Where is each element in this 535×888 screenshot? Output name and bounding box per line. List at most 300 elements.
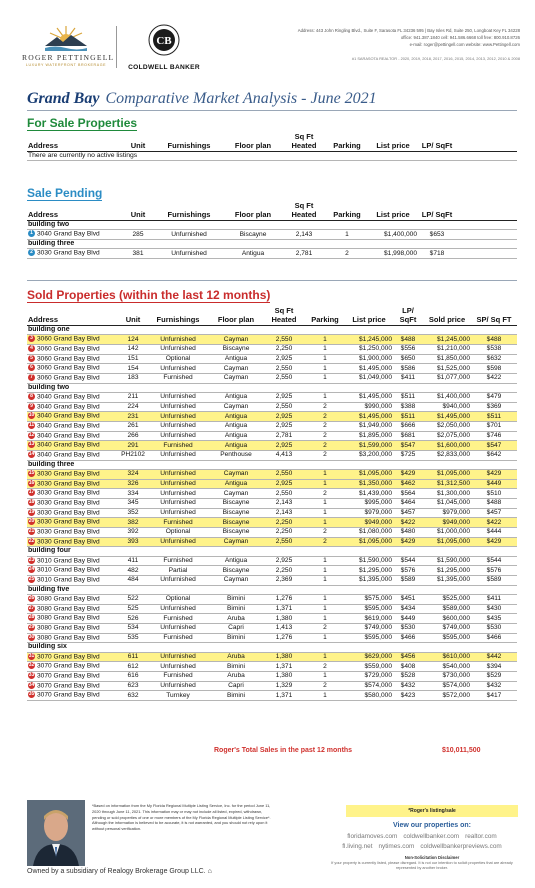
lp-sqft-cell: $429: [393, 537, 423, 547]
furnishings-cell: Furnished: [147, 441, 209, 451]
community-name: Grand Bay: [27, 90, 100, 107]
list-price-cell: $1,998,000: [368, 249, 418, 259]
furnishings-cell: Unfurnished: [147, 681, 209, 691]
address-text: 3030 Grand Bay Blvd: [37, 508, 100, 516]
floor-plan-cell: Antigua: [224, 249, 282, 259]
floor-plan-cell: Antigua: [209, 393, 263, 403]
address-cell: [27, 470, 119, 480]
sqft-cell: 2,925: [263, 556, 305, 566]
floor-plan-cell: Cayman: [209, 374, 263, 384]
sp-sqft-cell: $589: [471, 576, 517, 586]
column-header: Parking: [326, 202, 368, 221]
property-site-link[interactable]: coldwellbanker.com: [403, 833, 460, 840]
lp-sqft-cell: $589: [393, 576, 423, 586]
sold-price-cell: $1,600,000: [423, 441, 471, 451]
sold-price-cell: $525,000: [423, 595, 471, 605]
sold-price-cell: $2,075,000: [423, 431, 471, 441]
property-site-link[interactable]: fl.living.net: [342, 843, 373, 850]
property-number-badge: 20: [28, 518, 35, 525]
unit-cell: 382: [119, 518, 147, 528]
floor-plan-cell: Cayman: [209, 364, 263, 374]
column-header: LP/ SqFt: [418, 202, 456, 221]
sold-price-cell: $1,045,000: [423, 499, 471, 509]
property-number-badge: 5: [28, 355, 35, 362]
parking-cell: 2: [326, 249, 368, 259]
furnishings-cell: Unfurnished: [147, 604, 209, 614]
table-row: [27, 537, 517, 547]
list-price-cell: $1,350,000: [345, 479, 393, 489]
sqft-cell: 2,250: [263, 518, 305, 528]
property-site-link[interactable]: coldwellbankerpreviews.com: [420, 843, 502, 850]
property-number-badge: 12: [28, 431, 35, 438]
parking-cell: 1: [305, 508, 345, 518]
unit-cell: 124: [119, 335, 147, 345]
parking-cell: 1: [305, 566, 345, 576]
column-header: Furnishings: [147, 307, 209, 326]
list-price-cell: $1,295,000: [345, 566, 393, 576]
address-cell: [27, 441, 119, 451]
address-text: 3010 Grand Bay Blvd: [37, 557, 100, 564]
column-header: Floor plan: [209, 307, 263, 326]
lp-sqft-cell: $718: [418, 249, 456, 259]
furnishings-cell: Unfurnished: [147, 508, 209, 518]
lp-sqft-cell: $530: [393, 624, 423, 634]
furnishings-cell: Furnished: [147, 556, 209, 566]
property-number-badge: 31: [28, 652, 35, 659]
list-price-cell: $629,000: [345, 652, 393, 662]
sqft-cell: 1,380: [263, 672, 305, 682]
address-text: 3040 Grand Bay Blvd: [37, 451, 100, 459]
lp-sqft-cell: $480: [393, 528, 423, 538]
floor-plan-cell: Cayman: [209, 576, 263, 586]
unit-cell: 352: [119, 508, 147, 518]
address-cell: [27, 595, 119, 605]
address-cell: [27, 479, 119, 489]
parking-cell: 1: [305, 691, 345, 701]
unit-cell: 324: [119, 470, 147, 480]
list-price-cell: $1,495,000: [345, 364, 393, 374]
building-group-row: [27, 326, 517, 335]
address-cell: [27, 249, 122, 259]
unit-cell: 392: [119, 528, 147, 538]
address-text: 3080 Grand Bay Blvd: [37, 595, 100, 603]
unit-cell: 411: [119, 556, 147, 566]
sold-price-cell: $610,000: [423, 652, 471, 662]
parking-cell: 1: [326, 230, 368, 240]
property-number-badge: 15: [28, 470, 35, 477]
floor-plan-cell: Bimini: [209, 633, 263, 643]
sp-sqft-cell: $435: [471, 614, 517, 624]
floor-plan-cell: Bimini: [209, 691, 263, 701]
lp-sqft-cell: $528: [393, 672, 423, 682]
address-cell: [27, 364, 119, 374]
list-price-cell: $1,439,000: [345, 489, 393, 499]
links-row-1: [326, 833, 518, 840]
floor-plan-cell: Bimini: [209, 595, 263, 605]
parking-cell: 2: [305, 489, 345, 499]
sqft-cell: 2,250: [263, 566, 305, 576]
list-price-cell: $575,000: [345, 595, 393, 605]
sqft-cell: 1,380: [263, 614, 305, 624]
sqft-cell: 2,550: [263, 374, 305, 384]
sqft-cell: 2,250: [263, 528, 305, 538]
table-row: [27, 354, 517, 364]
column-header: Parking: [305, 307, 345, 326]
property-number-badge: 30: [28, 633, 35, 640]
furnishings-cell: Furnished: [147, 518, 209, 528]
furnishings-cell: Unfurnished: [147, 662, 209, 672]
floor-plan-cell: Antigua: [209, 479, 263, 489]
total-sales-label: Roger's Total Sales in the past 12 months: [214, 747, 353, 754]
table-row: [27, 691, 517, 701]
furnishings-cell: Unfurnished: [147, 402, 209, 412]
sp-sqft-cell: $488: [471, 499, 517, 509]
furnishings-cell: Unfurnished: [147, 489, 209, 499]
list-price-cell: $990,000: [345, 402, 393, 412]
page-header: [0, 0, 535, 82]
floor-plan-cell: Biscayne: [209, 528, 263, 538]
furnishings-cell: Unfurnished: [147, 335, 209, 345]
column-header: Address: [27, 307, 119, 326]
sold-price-cell: $1,495,000: [423, 412, 471, 422]
floor-plan-cell: Biscayne: [224, 230, 282, 240]
parking-cell: 2: [305, 624, 345, 634]
table-row: [27, 614, 517, 624]
property-number-badge: 14: [28, 451, 35, 458]
table-row: [27, 576, 517, 586]
contact-address: Address: 443 John Ringling Blvd., Suite F, Sarasota FL 34236 595 | Bay Isles Rd, Suite 250, Longboat Key FL 34228: [297, 28, 520, 33]
parking-cell: 1: [305, 354, 345, 364]
table-row: [27, 441, 517, 451]
list-price-cell: $1,590,000: [345, 556, 393, 566]
column-header: Unit: [119, 307, 147, 326]
sqft-cell: 1,371: [263, 604, 305, 614]
unit-cell: 522: [119, 595, 147, 605]
address-text: 3040 Grand Bay Blvd: [37, 441, 100, 449]
sp-sqft-cell: $422: [471, 374, 517, 384]
table-row: [27, 624, 517, 634]
list-price-cell: $1,495,000: [345, 412, 393, 422]
property-number-badge: 32: [28, 662, 35, 669]
property-number-badge: 19: [28, 508, 35, 515]
parking-cell: 2: [305, 537, 345, 547]
mls-disclaimer: *Based on information from the My Florida Regional Multiple Listing Service, Inc. for the period June 11, 2020 through June 11, 2021. This information may or may not include all listed, expired, withdrawn, pending or sold properties of one or more members of the My Florida Regional Multiple Listing Service*. Although the information is believed to be accurate, it is not warranted, and you should not rely upon it without personal verification.: [92, 803, 271, 832]
sqft-cell: 1,413: [263, 624, 305, 634]
furnishings-cell: Unfurnished: [147, 479, 209, 489]
awards-line: #1 SARASOTA REALTOR - 2020, 2019, 2018, 2017, 2016, 2015, 2014, 2013, 2012, 2010 & 2008: [351, 56, 520, 61]
sqft-cell: 2,925: [263, 393, 305, 403]
sold-price-cell: $1,850,000: [423, 354, 471, 364]
sp-sqft-cell: $488: [471, 335, 517, 345]
furnishings-cell: Unfurnished: [147, 364, 209, 374]
lp-sqft-cell: $576: [393, 566, 423, 576]
list-price-cell: $1,095,000: [345, 537, 393, 547]
sp-sqft-cell: $422: [471, 518, 517, 528]
list-price-cell: $979,000: [345, 508, 393, 518]
parking-cell: 1: [305, 652, 345, 662]
list-price-cell: $1,095,000: [345, 470, 393, 480]
sold-price-cell: $595,000: [423, 633, 471, 643]
column-header: List price: [345, 307, 393, 326]
building-label: building five: [27, 585, 517, 594]
furnishings-cell: Unfurnished: [147, 412, 209, 422]
property-number-badge: 10: [28, 412, 35, 419]
sp-sqft-cell: $432: [471, 681, 517, 691]
parking-cell: 1: [305, 633, 345, 643]
sqft-cell: 2,925: [263, 441, 305, 451]
sqft-cell: 1,371: [263, 662, 305, 672]
address-cell: [27, 374, 119, 384]
sold-price-cell: $1,000,000: [423, 528, 471, 538]
lp-sqft-cell: $544: [393, 556, 423, 566]
pending-table: [27, 202, 517, 259]
address-text: 3030 Grand Bay Blvd: [37, 499, 100, 507]
table-row: [27, 508, 517, 518]
furnishings-cell: Unfurnished: [147, 624, 209, 634]
address-text: 3010 Grand Bay Blvd: [37, 566, 100, 574]
agent-photo: [27, 800, 85, 866]
list-price-cell: $3,200,000: [345, 451, 393, 461]
lp-sqft-cell: $650: [393, 354, 423, 364]
list-price-cell: $1,900,000: [345, 354, 393, 364]
floor-plan-cell: Capri: [209, 681, 263, 691]
furnishings-cell: Optional: [147, 528, 209, 538]
furnishings-cell: Optional: [147, 595, 209, 605]
building-group-row: [27, 585, 517, 594]
sold-price-cell: $1,312,500: [423, 479, 471, 489]
lp-sqft-cell: $681: [393, 431, 423, 441]
property-number-badge: 16: [28, 479, 35, 486]
pending-heading: Sale Pending: [27, 186, 103, 200]
address-cell: [27, 345, 119, 355]
parking-cell: 1: [305, 393, 345, 403]
sp-sqft-cell: $479: [471, 393, 517, 403]
sp-sqft-cell: $411: [471, 595, 517, 605]
report-subtitle: Comparative Market Analysis - June 2021: [105, 90, 377, 107]
subsidiary-note: [27, 868, 212, 875]
table-row: [27, 528, 517, 538]
property-number-badge: 33: [28, 672, 35, 679]
furnishings-cell: Optional: [147, 354, 209, 364]
parking-cell: 1: [305, 499, 345, 509]
furnishings-cell: Unfurnished: [147, 576, 209, 586]
table-row: [27, 364, 517, 374]
furnishings-cell: Unfurnished: [147, 499, 209, 509]
table-row: [27, 345, 517, 355]
floor-plan-cell: Penthouse: [209, 451, 263, 461]
property-number-badge: 11: [28, 422, 35, 429]
address-cell: [27, 672, 119, 682]
equal-housing-icon: ⌂: [207, 868, 212, 875]
sp-sqft-cell: $457: [471, 508, 517, 518]
sold-price-cell: $730,000: [423, 672, 471, 682]
unit-cell: 291: [119, 441, 147, 451]
property-number-badge: 7: [28, 374, 35, 381]
list-price-cell: $1,495,000: [345, 393, 393, 403]
list-price-cell: $595,000: [345, 633, 393, 643]
table-row: [27, 335, 517, 345]
unit-cell: 334: [119, 489, 147, 499]
table-row: [27, 412, 517, 422]
floor-plan-cell: Biscayne: [209, 345, 263, 355]
sp-sqft-cell: $442: [471, 652, 517, 662]
parking-cell: 1: [305, 614, 345, 624]
parking-cell: 1: [305, 345, 345, 355]
parking-cell: 1: [305, 518, 345, 528]
property-number-badge: 22: [28, 537, 35, 544]
spacer-cell: [456, 249, 517, 259]
no-listings-text: There are currently no active listings: [27, 152, 517, 161]
address-cell: [27, 556, 119, 566]
address-text: 3030 Grand Bay Blvd: [37, 518, 100, 526]
sold-price-cell: $589,000: [423, 604, 471, 614]
address-cell: [27, 518, 119, 528]
table-row: [27, 566, 517, 576]
parking-cell: 1: [305, 364, 345, 374]
links-row-2: [326, 843, 518, 850]
sunset-mountain-icon: [43, 24, 89, 52]
unit-cell: 261: [119, 422, 147, 432]
address-text: 3080 Grand Bay Blvd: [37, 624, 100, 632]
list-price-cell: $949,000: [345, 518, 393, 528]
contact-phones: office: 941.387.1840 cell: 941.586.6668 toll free: 800.910.8726: [400, 35, 520, 40]
sold-price-cell: $2,833,000: [423, 451, 471, 461]
lp-sqft-cell: $456: [393, 652, 423, 662]
furnishings-cell: Unfurnished: [147, 422, 209, 432]
sold-price-cell: $1,095,000: [423, 537, 471, 547]
floor-plan-cell: Aruba: [209, 672, 263, 682]
address-cell: [27, 451, 119, 461]
address-cell: [27, 604, 119, 614]
property-site-link[interactable]: realtor.com: [465, 833, 497, 840]
sold-price-cell: $940,000: [423, 402, 471, 412]
unit-cell: 611: [119, 652, 147, 662]
table-row: [27, 556, 517, 566]
lp-sqft-cell: $429: [393, 470, 423, 480]
unit-cell: 525: [119, 604, 147, 614]
address-text: 3080 Grand Bay Blvd: [37, 614, 100, 622]
address-text: 3040 Grand Bay Blvd: [37, 230, 100, 238]
sp-sqft-cell: $632: [471, 354, 517, 364]
table-row: [27, 518, 517, 528]
parking-cell: 1: [305, 672, 345, 682]
lp-sqft-cell: $464: [393, 499, 423, 509]
listing-legend: *Roger's listing/sale: [346, 805, 518, 817]
column-header: Sq Ft Heated: [282, 133, 326, 152]
address-cell: [27, 422, 119, 432]
sp-sqft-cell: $746: [471, 431, 517, 441]
address-text: 3040 Grand Bay Blvd: [37, 403, 100, 410]
for-sale-table: [27, 133, 517, 161]
unit-cell: 211: [119, 393, 147, 403]
parking-cell: 1: [305, 479, 345, 489]
property-number-badge: 24: [28, 566, 35, 573]
address-cell: [27, 652, 119, 662]
property-number-badge: 25: [28, 576, 35, 583]
address-cell: [27, 537, 119, 547]
lp-sqft-cell: $411: [393, 374, 423, 384]
lp-sqft-cell: $449: [393, 614, 423, 624]
address-text: 3080 Grand Bay Blvd: [37, 634, 100, 641]
unit-cell: 482: [119, 566, 147, 576]
building-group-row: [27, 460, 517, 469]
contact-info: [220, 27, 520, 48]
building-label: building two: [27, 383, 517, 392]
furnishings-cell: Furnished: [147, 633, 209, 643]
building-group-row: [27, 240, 517, 249]
address-cell: [27, 431, 119, 441]
parking-cell: 2: [305, 681, 345, 691]
floor-plan-cell: Biscayne: [209, 508, 263, 518]
sqft-cell: 2,781: [263, 431, 305, 441]
sp-sqft-cell: $430: [471, 604, 517, 614]
parking-cell: 1: [305, 556, 345, 566]
list-price-cell: $1,049,000: [345, 374, 393, 384]
address-text: 3030 Grand Bay Blvd: [37, 480, 100, 487]
parking-cell: 2: [305, 422, 345, 432]
parking-cell: 2: [305, 662, 345, 672]
table-row: [27, 402, 517, 412]
sp-sqft-cell: $544: [471, 556, 517, 566]
lp-sqft-cell: $422: [393, 518, 423, 528]
lp-sqft-cell: $488: [393, 335, 423, 345]
lp-sqft-cell: $511: [393, 412, 423, 422]
address-text: 3030 Grand Bay Blvd: [37, 537, 100, 545]
address-text: 3030 Grand Bay Blvd: [37, 470, 100, 478]
floor-plan-cell: Biscayne: [209, 518, 263, 528]
sqft-cell: 2,250: [263, 345, 305, 355]
floor-plan-cell: Bimini: [209, 662, 263, 672]
furnishings-cell: Unfurnished: [147, 345, 209, 355]
list-price-cell: $619,000: [345, 614, 393, 624]
list-price-cell: $1,080,000: [345, 528, 393, 538]
furnishings-cell: Unfurnished: [147, 451, 209, 461]
address-text: 3030 Grand Bay Blvd: [37, 489, 100, 497]
property-number-badge: 4: [28, 345, 35, 352]
building-group-row: [27, 221, 517, 230]
address-cell: [27, 335, 119, 345]
sqft-cell: 2,143: [263, 499, 305, 509]
list-price-cell: $995,000: [345, 499, 393, 509]
property-site-link[interactable]: nytimes.com: [378, 843, 415, 850]
sold-price-cell: $572,000: [423, 691, 471, 701]
list-price-cell: $1,400,000: [368, 230, 418, 240]
lp-sqft-cell: $653: [418, 230, 456, 240]
sp-sqft-cell: $547: [471, 441, 517, 451]
sold-price-cell: $1,210,000: [423, 345, 471, 355]
address-cell: [27, 528, 119, 538]
column-header: Floor plan: [224, 133, 282, 152]
sp-sqft-cell: $429: [471, 537, 517, 547]
sp-sqft-cell: $529: [471, 672, 517, 682]
property-number-badge: 21: [28, 528, 35, 535]
sold-price-cell: $1,525,000: [423, 364, 471, 374]
address-cell: [27, 624, 119, 634]
sold-heading: Sold Properties (within the last 12 months): [27, 288, 271, 302]
list-price-cell: $574,000: [345, 681, 393, 691]
address-text: 3070 Grand Bay Blvd: [37, 653, 100, 661]
column-header: Floor plan: [224, 202, 282, 221]
list-price-cell: $595,000: [345, 604, 393, 614]
floor-plan-cell: Antigua: [209, 422, 263, 432]
floor-plan-cell: Bimini: [209, 604, 263, 614]
address-text: 3070 Grand Bay Blvd: [37, 662, 100, 670]
address-text: 3060 Grand Bay Blvd: [37, 345, 100, 353]
table-row: [27, 633, 517, 643]
sold-price-cell: $1,245,000: [423, 335, 471, 345]
address-text: 3040 Grand Bay Blvd: [37, 422, 100, 430]
property-site-link[interactable]: floridamoves.com: [347, 833, 398, 840]
